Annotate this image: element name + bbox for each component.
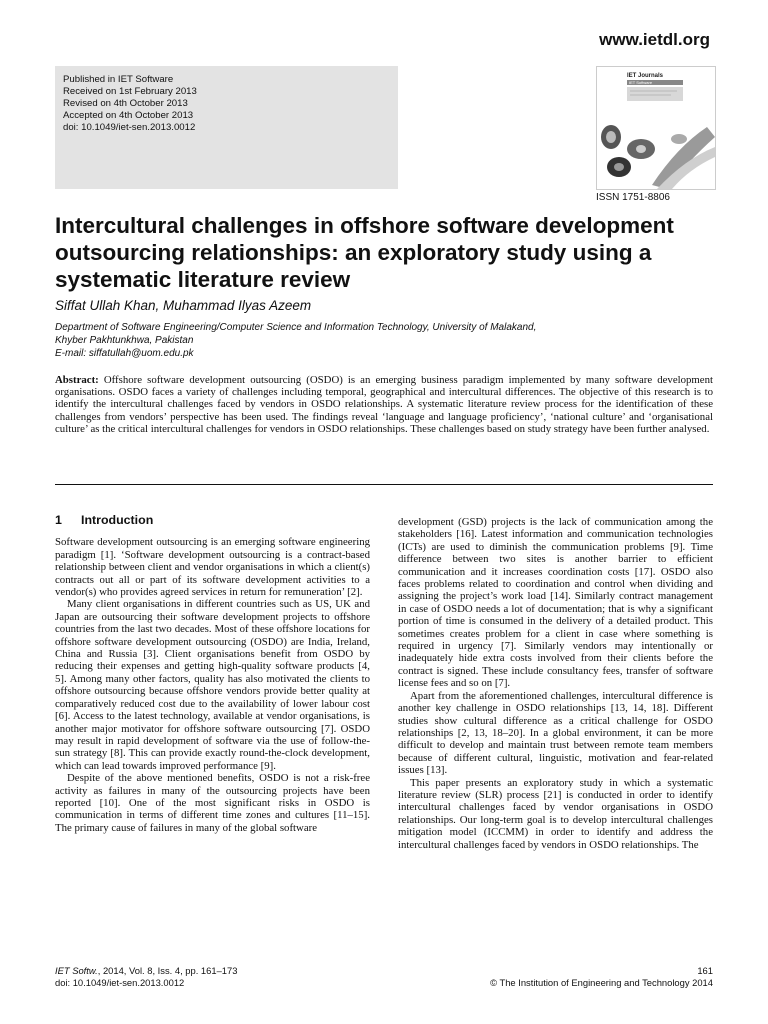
revised-date: Revised on 4th October 2013 [63,98,188,109]
section-number: 1 [55,513,62,527]
affiliation-department: Department of Software Engineering/Computer Science and Information Technology, University of Malakand, [55,322,537,333]
footer-journal: IET Softw. [55,965,98,976]
paragraph: Apart from the aforementioned challenges, intercultural difference is another key challenge in OSDO relationships [13, 14, 18]. Different studies show cultural difference as a critical challenge for OSDO relationships [2, 13, 18–20]. In a global environment, it can be more difficult to develop and maintain trust between remote team members because of different cultural, linguistic, motivation and fear-related issues [13]. [398,689,713,777]
site-url[interactable]: www.ietdl.org [599,30,710,49]
received-date: Received on 1st February 2013 [63,86,197,97]
journal-cover-image [596,66,716,190]
cover-brand: IET Journals [627,73,664,79]
left-column [55,514,370,834]
authors: Siffat Ullah Khan, Muhammad Ilyas Azeem [55,298,312,313]
footer-citation [55,965,237,989]
accepted-date: Accepted on 4th October 2013 [63,110,194,121]
page-number: 161 [697,965,713,976]
cover-journal: IET Software [629,80,653,86]
doi-line: doi: 10.1049/iet-sen.2013.0012 [63,122,196,133]
abstract-text: Offshore software development outsourcing (OSDO) is an emerging business paradigm implemented by many software development organisations. OSDO faces a variety of challenges including temporal, geographical and intercultural differences. The objective of this research is to identify the intercultural challenges faced by vendors in OSDO relationships. A systematic literature review process for the identification of these challenges from vendors’ perspective has been used. The findings reveal ‘language and language proficiency’, ‘national culture’ and ‘organisational culture’ as the critical intercultural challenges for vendors in OSDO relationships. These challenges based on study strategy have been further analysed. [55,374,713,435]
footer-doi: doi: 10.1049/iet-sen.2013.0012 [55,977,185,988]
paragraph: Despite of the above mentioned benefits, OSDO is not a risk-free activity as failures in many of the outsourcing projects have been reported [10]. One of the most significant risks in OSDO is communication in terms of different time zones and cultures [11–15]. The primary cause of failures in many of the global software [55,772,370,834]
affiliation-location: Khyber Pakhtunkhwa, Pakistan [55,335,194,346]
paragraph: Many client organisations in different countries such as US, UK and Japan are outsourcing their software development projects to offshore countries from the last two decades. Most of these offshore locations for offshore software development outsourcing (OSDO) are India, Ireland, China and Russia [3]. Client organisations benefit from OSDO by reducing their expenses and getting high-quality software products [4, 5]. Among many other factors, quality has also motivated the clients to offshore outsourcing because offshore vendors provide better quality at comparatively reduced cost due to the availability of lower labour cost [6]. Access to the latest technology, available at vendor organisations, is another major motivator for offshore software outsourcing [7]. OSDO may result in rapid development of software via the use of follow-the-sun strategy [8]. This can provide exactly round-the-clock development, which can lead towards improved performance [9]. [55,598,370,772]
published-in: Published in IET Software [63,74,174,85]
abstract-label: Abstract: [55,374,99,386]
footer-volume: , 2014, Vol. 8, Iss. 4, pp. 161–173 [97,965,238,976]
article-title: Intercultural challenges in offshore software development outsourcing relationships: an exploratory study using a systematic literature review [55,213,674,292]
section-heading [55,514,370,526]
abstract-divider [55,484,713,485]
copyright: © The Institution of Engineering and Technology 2014 [490,977,713,988]
abstract [55,374,713,435]
paragraph: development (GSD) projects is the lack of communication among the stakeholders [16]. Latest information and communication technologies (ICTs) are used to diminish the communication problems [9]. Time difference between two sites is another barrier to efficient communication and it increases coordination costs [17]. OSDO also faces problems related to coordination and control when dividing and assigning the project’s work load [14]. Similarly contract management in case of OSDO needs a lot of documentation; that is why a significant portion of time is consumed in the delivery of a detailed product. This sometimes creates problem for a client in case where something is required in urgency [7]. Similarly vendors may intentionally or inadequately hide extra costs involved from their clients before the contract is signed. These include consultancy fees, transfer of software license fees and so on [7]. [398,516,713,690]
right-column [398,516,713,851]
affiliation-email[interactable]: E-mail: siffatullah@uom.edu.pk [55,348,194,359]
paragraph: Software development outsourcing is an emerging software engineering paradigm [1]. ‘Software development outsourcing is a contract-based relationship between client and vendor organisations in which a client(s) contracts out all or part of its software development activities to a vendor(s) who provides agreed services in return for remuneration’ [2]. [55,536,370,599]
issn: ISSN 1751-8806 [596,192,670,203]
section-title: Introduction [81,513,154,527]
publication-info-box [55,66,398,189]
paragraph: This paper presents an exploratory study in which a systematic literature review (SLR) process [21] is conducted in order to identify intercultural challenges faced by vendor organisations in OSDO relationships. Our long-term goal is to develop intercultural challenges mitigation model (ICCMM) in order to identify and address the intercultural challenges faced by vendors in OSDO relationships. The [398,776,713,851]
footer-page-info [490,965,713,989]
affiliation [55,321,536,360]
